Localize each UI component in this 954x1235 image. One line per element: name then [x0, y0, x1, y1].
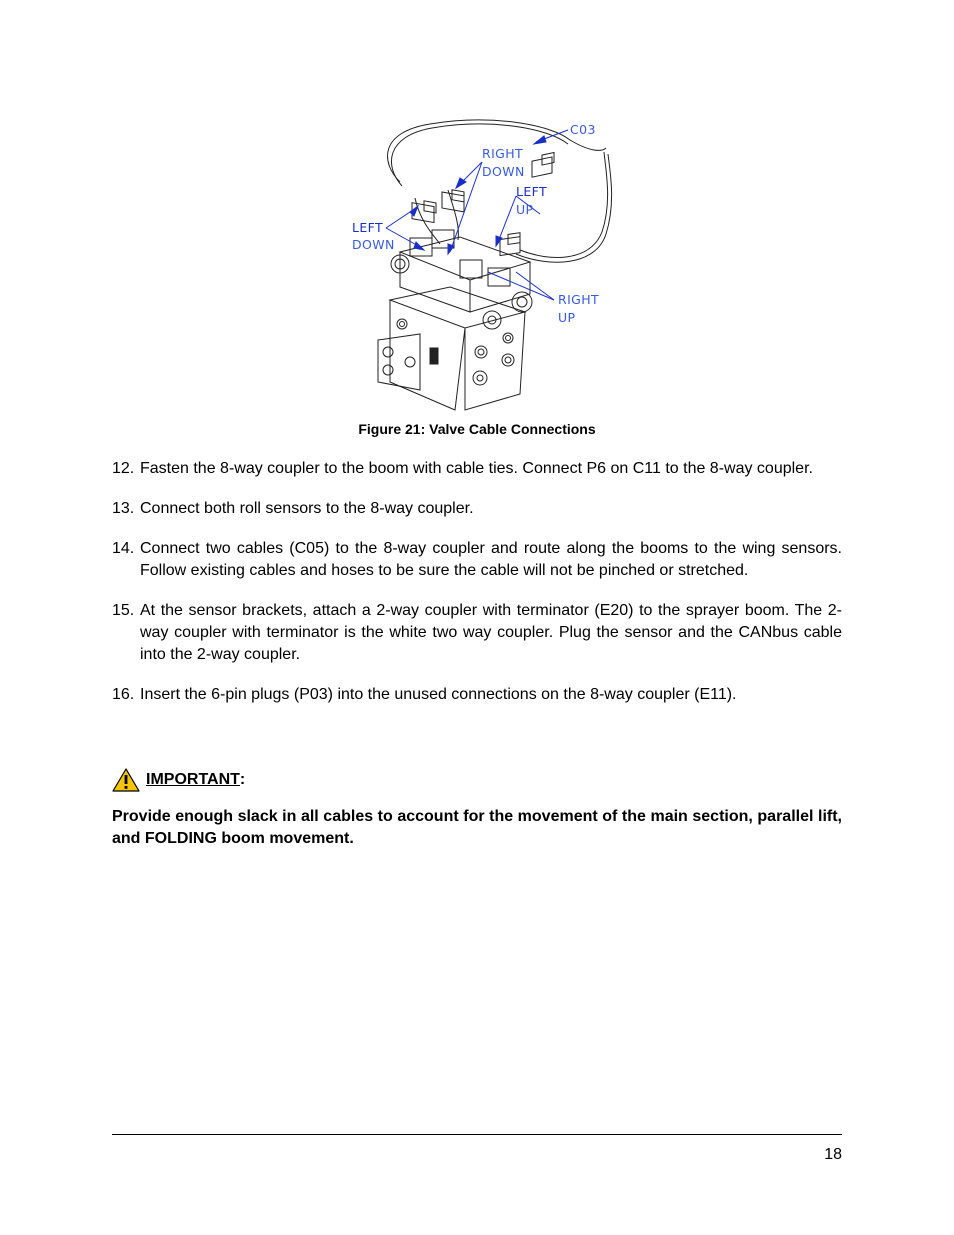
- callout-right-up-line1: RIGHT: [558, 292, 600, 307]
- callout-right-down-line2: DOWN: [482, 164, 525, 179]
- step-text: Connect both roll sensors to the 8-way coupler.: [140, 500, 474, 517]
- valve-diagram: [340, 112, 620, 414]
- step-text: At the sensor brackets, attach a 2-way coupler with terminator (E20) to the sprayer boom. The 2-way coupler with terminator is the white two way coupler. Plug the sensor and the CANbus cable into the 2-way coupler.: [140, 602, 842, 663]
- step-number: 15.: [112, 602, 135, 619]
- connector-left-up-loose: [532, 153, 554, 178]
- important-colon: :: [239, 771, 246, 788]
- callout-left-down-line1: LEFT: [352, 220, 384, 235]
- callout-left-up-line1: LEFT: [516, 184, 548, 199]
- callout-c03: C03: [570, 122, 596, 137]
- slack-notice: Provide enough slack in all cables to account for the movement of the main section, parallel lift, and FOLDING boom movement.: [112, 808, 842, 847]
- step-text: Fasten the 8-way coupler to the boom with cable ties. Connect P6 on C11 to the 8-way coupler.: [140, 460, 813, 477]
- step-text: Insert the 6-pin plugs (P03) into the unused connections on the 8-way coupler (E11).: [140, 686, 737, 703]
- step-16: [112, 684, 842, 706]
- step-15: [112, 600, 842, 666]
- important-label: IMPORTANT: [146, 771, 240, 788]
- step-number: 14.: [112, 540, 135, 557]
- step-12: [112, 458, 842, 480]
- callout-left-down-line2: DOWN: [352, 237, 395, 252]
- figure-caption: Figure 21: Valve Cable Connections: [358, 421, 596, 437]
- footer-divider: [112, 1134, 842, 1135]
- important-heading: [112, 768, 245, 792]
- warning-triangle-icon: [112, 768, 140, 792]
- step-number: 12.: [112, 460, 135, 477]
- instruction-steps: [112, 458, 842, 724]
- connector-right-down: [442, 190, 464, 212]
- step-number: 16.: [112, 686, 135, 703]
- step-13: [112, 498, 842, 520]
- step-14: [112, 538, 842, 582]
- callout-right-down-line1: RIGHT: [482, 146, 524, 161]
- callout-left-up-line2: UP: [516, 202, 534, 217]
- step-number: 13.: [112, 500, 135, 517]
- step-text: Connect two cables (C05) to the 8-way coupler and route along the booms to the wing sensors. Follow existing cables and hoses to be sure the cable will not be pinched or stretched.: [140, 540, 842, 579]
- page-number: 18: [824, 1146, 842, 1163]
- callout-right-up-line2: UP: [558, 310, 576, 325]
- valve-cable-figure: [340, 112, 620, 414]
